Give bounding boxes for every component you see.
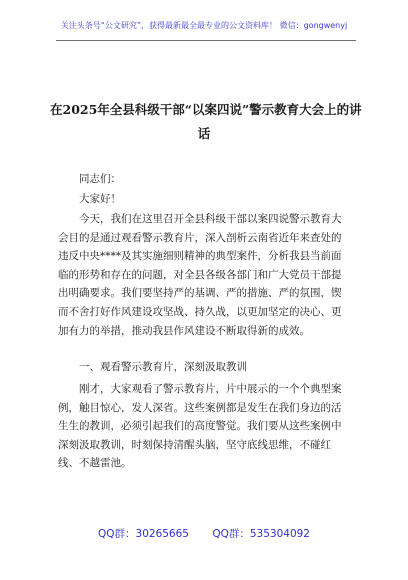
document-title-continuation: 话: [197, 126, 211, 141]
footer-contacts: [0, 526, 408, 541]
salutation-line: 同志们：: [79, 173, 121, 185]
body-paragraph: [58, 380, 350, 473]
section-heading: [58, 358, 350, 377]
greeting: [58, 190, 350, 209]
section-heading-text: 一、观看警示教育片，深刻汲取教训: [79, 361, 247, 373]
salutation: [58, 170, 350, 189]
body-paragraph: [58, 210, 350, 340]
paragraph-text: 刚才，大家观看了警示教育片，片中展示的一个个典型案例，触目惊心，发人深省。这些案例都是发生在我们身边的活生生的教训，必须引起我们的高度警觉。我们要从这些案例中深刻汲取教训，时刻保持清醒头脑，坚守底线思维，不碰红线、不越雷池。: [58, 383, 342, 470]
document-title: 在2025年全县科级干部“以案四说”警示教育大会上的讲: [50, 102, 362, 117]
footer-qq-group-2: QQ群：535304092: [212, 528, 310, 540]
header-banner: 关注头条号“公文研究”，获得最新最全最专业的公文资料库！ 微信：gongwenyj: [60, 21, 348, 30]
header-divider: [56, 40, 356, 41]
footer-qq-group-1: QQ群：30265665: [98, 528, 189, 540]
paragraph-text: 今天，我们在这里召开全县科级干部以案四说警示教育大会目的是通过观看警示教育片，深入剖析云南省近年来查处的违反中央****及其实施细则精神的典型案件，分析我县当前面临的形势和存在的问题，对全县各级各部门和广大党员干部提出明确要求。我们要坚持严的基调、严的措施、严的氛围，锲而不舍打好作风建设攻坚战、持久战，以更加坚定的决心、更加有力的举措，推动我县作风建设不断取得新的成效。: [58, 213, 342, 337]
greeting-line: 大家好！: [79, 193, 121, 205]
